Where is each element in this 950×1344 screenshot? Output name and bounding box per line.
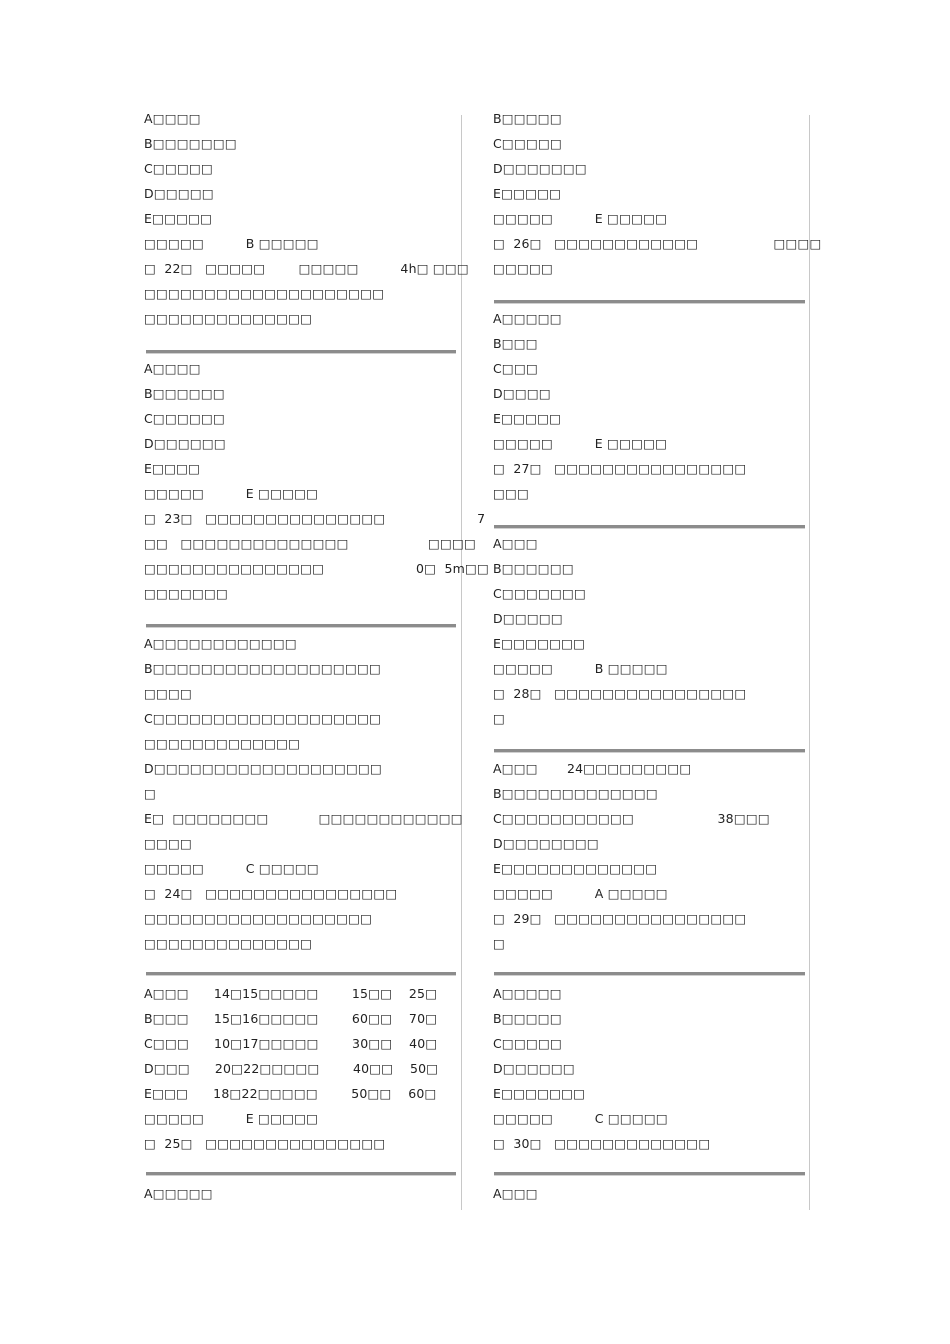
left-text-line: C□□□□□□□□□□□□□□□□□□□ (144, 711, 382, 726)
right-text-line: □ (493, 711, 506, 726)
left-text-line: □ 25□ □□□□□□□□□□□□□□□ (144, 1136, 386, 1151)
left-text-line: D□□□□□□ (144, 436, 226, 451)
right-text-line: B□□□□□ (493, 1011, 562, 1026)
left-text-line: E□□□□ (144, 461, 201, 476)
right-text-line: C□□□□□□□□□□□ 38□□□ (493, 811, 770, 826)
left-text-line: C□□□ 10□17□□□□□ 30□□ 40□ (144, 1036, 438, 1051)
left-text-line: C□□□□□ (144, 161, 213, 176)
right-text-line: A□□□ (493, 1186, 538, 1201)
right-text-line: □□□□□ A □□□□□ (493, 886, 668, 901)
left-text-line: A□□□□□□□□□□□□ (144, 636, 297, 651)
right-text-line: D□□□□□□□□ (493, 836, 599, 851)
left-text-line: □□□□□□□□□□□□□□ (144, 936, 313, 951)
left-text-line: □ 24□ □□□□□□□□□□□□□□□□ (144, 886, 398, 901)
left-text-line: □□□□□□□□□□□□□□□□□□□□ (144, 286, 385, 301)
right-text-line: B□□□□□ (493, 111, 562, 126)
right-text-line: E□□□□□□□ (493, 636, 586, 651)
left-text-line: A□□□□ (144, 361, 201, 376)
right-text-line: B□□□□□□ (493, 561, 574, 576)
left-section-divider (146, 350, 456, 354)
right-text-line: □ 28□ □□□□□□□□□□□□□□□□ (493, 686, 747, 701)
right-text-line: □□□□□ (493, 261, 554, 276)
right-text-line: D□□□□□□□ (493, 161, 587, 176)
left-text-line: □□□□□□□□□□□□□□□ 0□ 5m□□ (144, 561, 490, 576)
left-text-line: E□ □□□□□□□□ □□□□□□□□□□□□ (144, 811, 463, 826)
right-text-line: D□□□□□□ (493, 1061, 575, 1076)
right-text-line: □ 27□ □□□□□□□□□□□□□□□□ (493, 461, 747, 476)
right-text-line: □ (493, 936, 506, 951)
right-text-line: □□□ (493, 486, 530, 501)
right-text-line: E□□□□□□□ (493, 1086, 586, 1101)
left-text-line: B□□□□□□□□□□□□□□□□□□□ (144, 661, 381, 676)
right-section-divider (494, 525, 805, 529)
left-section-divider (146, 1172, 456, 1176)
right-text-line: E□□□□□ (493, 411, 562, 426)
right-section-divider (494, 300, 805, 304)
left-text-line: D□□□□□□□□□□□□□□□□□□□ (144, 761, 383, 776)
right-section-divider (494, 972, 805, 976)
left-text-line: □□□□□□□□□□□□□□□□□□□ (144, 911, 373, 926)
left-text-line: □□□□□□□□□□□□□ (144, 736, 301, 751)
left-text-line: E□□□□□ (144, 211, 213, 226)
right-text-line: A□□□□□ (493, 986, 562, 1001)
left-text-line: □□□□ (144, 686, 193, 701)
left-text-line: A□□□□□ (144, 1186, 213, 1201)
left-text-line: □□□□□ E □□□□□ (144, 1111, 319, 1126)
left-section-divider (146, 972, 456, 976)
left-text-line: B□□□□□□ (144, 386, 225, 401)
left-text-line: □□□□□ C □□□□□ (144, 861, 319, 876)
left-text-line: □□□□□ E □□□□□ (144, 486, 319, 501)
right-text-line: □□□□□ E □□□□□ (493, 436, 668, 451)
right-text-line: D□□□□□ (493, 611, 563, 626)
left-text-line: □□□□□□□ (144, 586, 229, 601)
left-text-line: B□□□ 15□16□□□□□ 60□□ 70□ (144, 1011, 438, 1026)
right-text-line: □□□□□ B □□□□□ (493, 661, 668, 676)
left-text-line: C□□□□□□ (144, 411, 225, 426)
left-column-divider (461, 115, 462, 1210)
left-text-line: B□□□□□□□ (144, 136, 237, 151)
right-section-divider (494, 749, 805, 753)
left-text-line: A□□□□ (144, 111, 201, 126)
left-text-line: D□□□ 20□22□□□□□ 40□□ 50□ (144, 1061, 439, 1076)
left-text-line: □□ □□□□□□□□□□□□□□ □□□□ (144, 536, 477, 551)
left-text-line: □□□□□□□□□□□□□□ (144, 311, 313, 326)
left-text-line: □ 22□ □□□□□ □□□□□ 4h□ □□□ (144, 261, 469, 276)
left-text-line: □□□□ (144, 836, 193, 851)
right-text-line: C□□□ (493, 361, 538, 376)
right-text-line: C□□□□□ (493, 136, 562, 151)
right-text-line: E□□□□□ (493, 186, 562, 201)
left-text-line: E□□□ 18□22□□□□□ 50□□ 60□ (144, 1086, 437, 1101)
right-column-border (809, 115, 810, 1210)
right-text-line: A□□□ (493, 536, 538, 551)
right-text-line: □□□□□ E □□□□□ (493, 211, 668, 226)
left-text-line: D□□□□□ (144, 186, 214, 201)
left-text-line: A□□□ 14□15□□□□□ 15□□ 25□ (144, 986, 438, 1001)
right-text-line: B□□□□□□□□□□□□□ (493, 786, 658, 801)
left-text-line: □ (144, 786, 157, 801)
right-text-line: C□□□□□□□ (493, 586, 587, 601)
right-text-line: A□□□ 24□□□□□□□□□ (493, 761, 692, 776)
right-text-line: □□□□□ C □□□□□ (493, 1111, 668, 1126)
right-text-line: E□□□□□□□□□□□□□ (493, 861, 658, 876)
right-text-line: □ 26□ □□□□□□□□□□□□ □□□□ (493, 236, 822, 251)
right-text-line: A□□□□□ (493, 311, 562, 326)
left-text-line: □□□□□ B □□□□□ (144, 236, 319, 251)
right-text-line: B□□□ (493, 336, 538, 351)
right-section-divider (494, 1172, 805, 1176)
right-text-line: □ 30□ □□□□□□□□□□□□□ (493, 1136, 711, 1151)
left-section-divider (146, 624, 456, 628)
left-text-line: □ 23□ □□□□□□□□□□□□□□□ 7 (144, 511, 486, 526)
right-text-line: C□□□□□ (493, 1036, 562, 1051)
right-text-line: □ 29□ □□□□□□□□□□□□□□□□ (493, 911, 747, 926)
right-text-line: D□□□□ (493, 386, 551, 401)
